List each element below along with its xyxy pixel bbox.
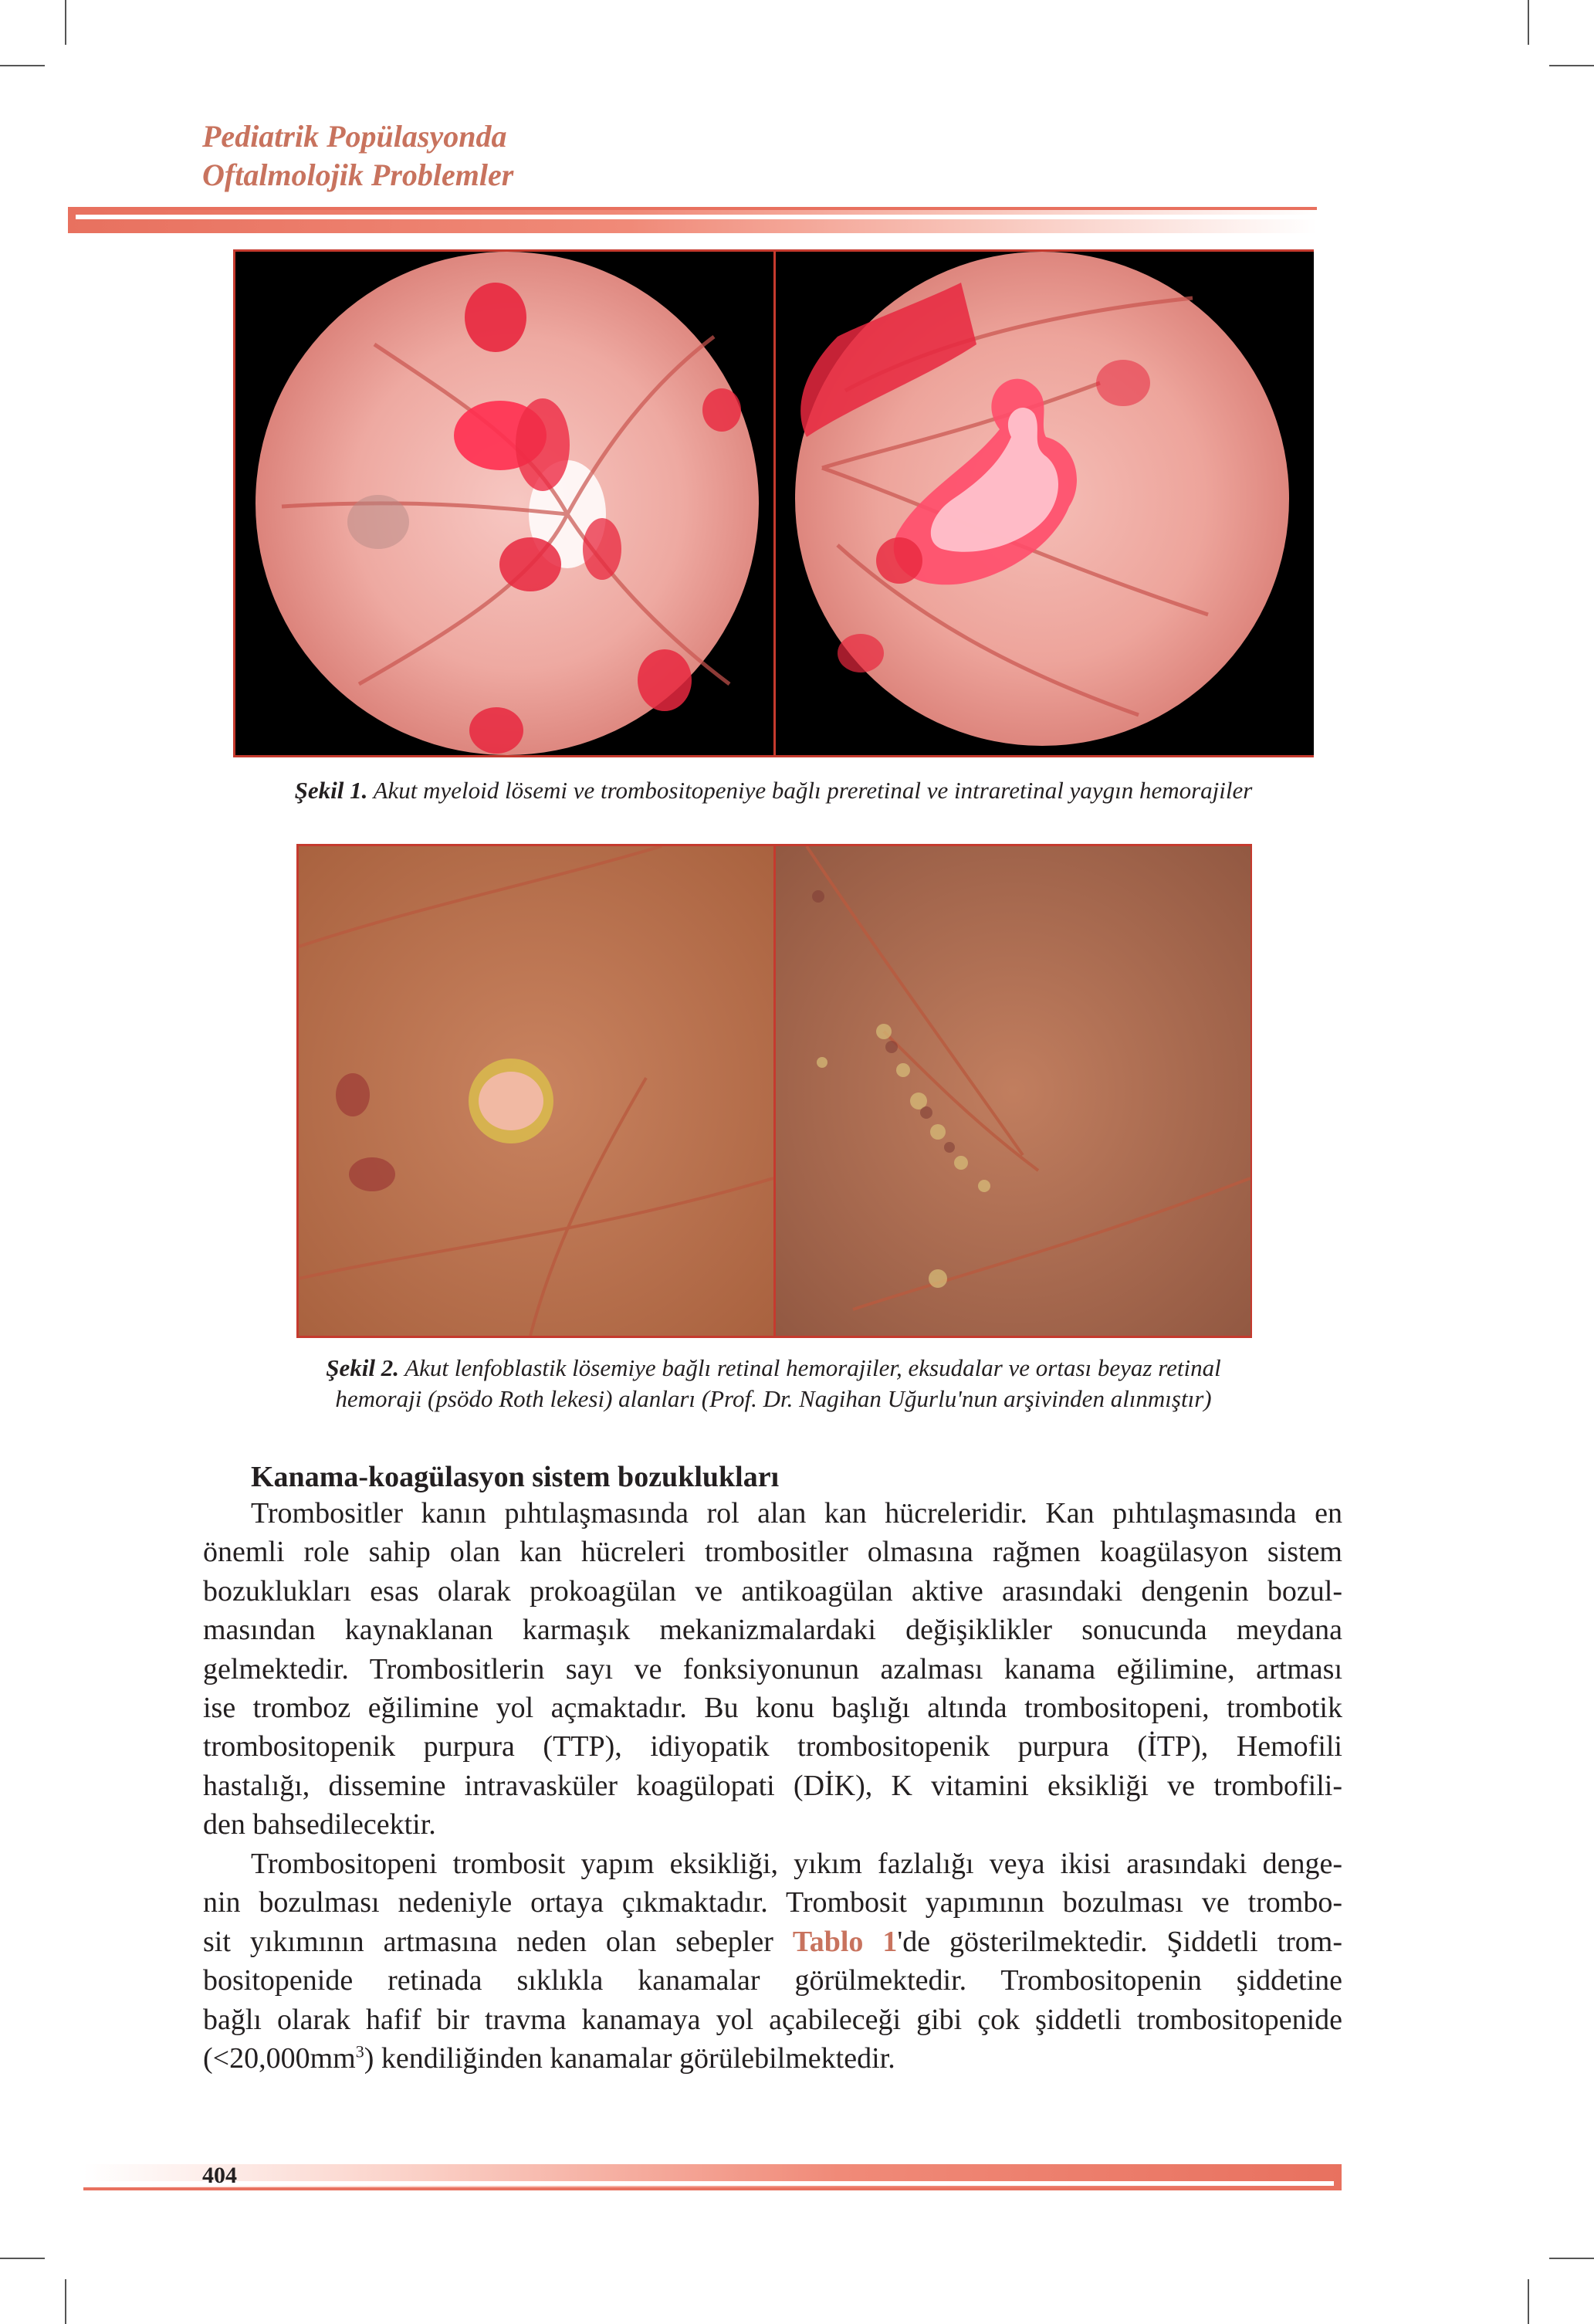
- section-heading: Kanama-koagülasyon sistem bozuklukları: [251, 1461, 780, 1493]
- header-rule-border: [68, 207, 1317, 233]
- paragraph-1: [203, 1494, 1342, 1845]
- running-head: [202, 117, 513, 195]
- paragraph-line: Trombositler kanın pıhtılaşmasında rol alan kan hücreleridir. Kan pıhtılaşmasında en: [251, 1497, 1342, 1530]
- figure-2-caption: [232, 1353, 1315, 1414]
- crop-mark: [1528, 0, 1529, 45]
- figure-2-caption-line2: hemoraji (psödo Roth lekesi) alanları (Prof. Dr. Nagihan Uğurlu'nun arşivinden alınmıştır): [335, 1385, 1212, 1412]
- figure-2-label: Şekil 2.: [326, 1354, 399, 1381]
- figure-1: [233, 249, 1314, 757]
- paragraph-line: önemli role sahip olan kan hücreleri trombositler olmasına rağmen koagülasyon sistem: [203, 1536, 1342, 1569]
- crop-mark: [65, 0, 66, 45]
- text-fragment: sit yıkımının artmasına neden olan sebepler: [203, 1925, 793, 1958]
- footer-rule-border: [83, 2164, 1342, 2190]
- paragraph-2: [203, 1845, 1342, 2078]
- table-1-link[interactable]: Tablo 1: [792, 1925, 898, 1958]
- page-number: 404: [202, 2163, 237, 2188]
- paragraph-line-with-superscript: [203, 2039, 1342, 2078]
- running-head-line2: Oftalmolojik Problemler: [202, 158, 514, 192]
- figure-1-caption: [232, 775, 1315, 806]
- paragraph-line-with-link: [203, 1923, 1342, 1961]
- figure-2: [296, 844, 1252, 1338]
- text-fragment: (<20,000mm: [203, 2042, 356, 2075]
- paragraph-line: bositopenide retinada sıklıkla kanamalar görülmektedir. Trombositopenin şiddetine: [203, 1964, 1342, 1997]
- text-fragment: ) kendiliğinden kanamalar görülebilmektedir.: [364, 2042, 895, 2075]
- crop-mark: [0, 65, 45, 66]
- text-fragment: 'de gösterilmektedir. Şiddetli trom-: [897, 1925, 1342, 1958]
- crop-mark: [1528, 2279, 1529, 2324]
- paragraph-line: Trombositopeni trombosit yapım eksikliği, yıkım fazlalığı veya ikisi arasındaki denge-: [251, 1848, 1342, 1880]
- paragraph-line: masından kaynaklanan karmaşık mekanizmalardaki değişiklikler sonucunda meydana: [203, 1614, 1342, 1647]
- footer-rule-stripe: [83, 2181, 1334, 2186]
- paragraph-line: nin bozulması nedeniyle ortaya çıkmaktadır. Trombosit yapımının bozulması ve trombo-: [203, 1886, 1342, 1919]
- paragraph-line: trombositopenik purpura (TTP), idiyopatik trombositopenik purpura (İTP), Hemofili: [203, 1730, 1342, 1763]
- paragraph-line: bozuklukları esas olarak prokoagülan ve antikoagülan aktive arasındaki dengenin bozul-: [203, 1574, 1342, 1607]
- paragraph-line: den bahsedilecektir.: [203, 1808, 436, 1841]
- fundus-photo-right: [776, 252, 1314, 755]
- paragraph-line: ise tromboz eğilimine yol açmaktadır. Bu konu başlığı altında trombositopeni, trombotik: [203, 1692, 1342, 1725]
- crop-mark: [65, 2279, 66, 2324]
- running-head-line1: Pediatrik Popülasyonda: [202, 119, 507, 154]
- header-rule-stripe: [76, 215, 1317, 219]
- superscript: 3: [355, 2041, 364, 2061]
- paragraph-line: gelmektedir. Trombositlerin sayı ve fonksiyonunun azalması kanama eğilimine, artması: [203, 1652, 1342, 1685]
- crop-mark: [0, 2258, 45, 2259]
- paragraph-line: bağlı olarak hafif bir travma kanamaya yol açabileceği gibi çok şiddetli trombositopenide: [203, 2003, 1342, 2036]
- retina-photo-left: [299, 846, 773, 1336]
- retina-photo-right: [776, 846, 1250, 1336]
- fundus-photo-left: [235, 252, 773, 755]
- figure-1-caption-text: Akut myeloid lösemi ve trombositopeniye bağlı preretinal ve intraretinal yaygın hemorajiler: [373, 777, 1253, 804]
- figure-1-label: Şekil 1.: [294, 777, 368, 804]
- paragraph-line: hastalığı, dissemine intravasküler koagülopati (DİK), K vitamini eksikliği ve trombofili-: [203, 1769, 1342, 1802]
- crop-mark: [1549, 2258, 1594, 2259]
- figure-2-caption-line1: Akut lenfoblastik lösemiye bağlı retinal hemorajiler, eksudalar ve ortası beyaz retinal: [404, 1354, 1221, 1381]
- crop-mark: [1549, 65, 1594, 66]
